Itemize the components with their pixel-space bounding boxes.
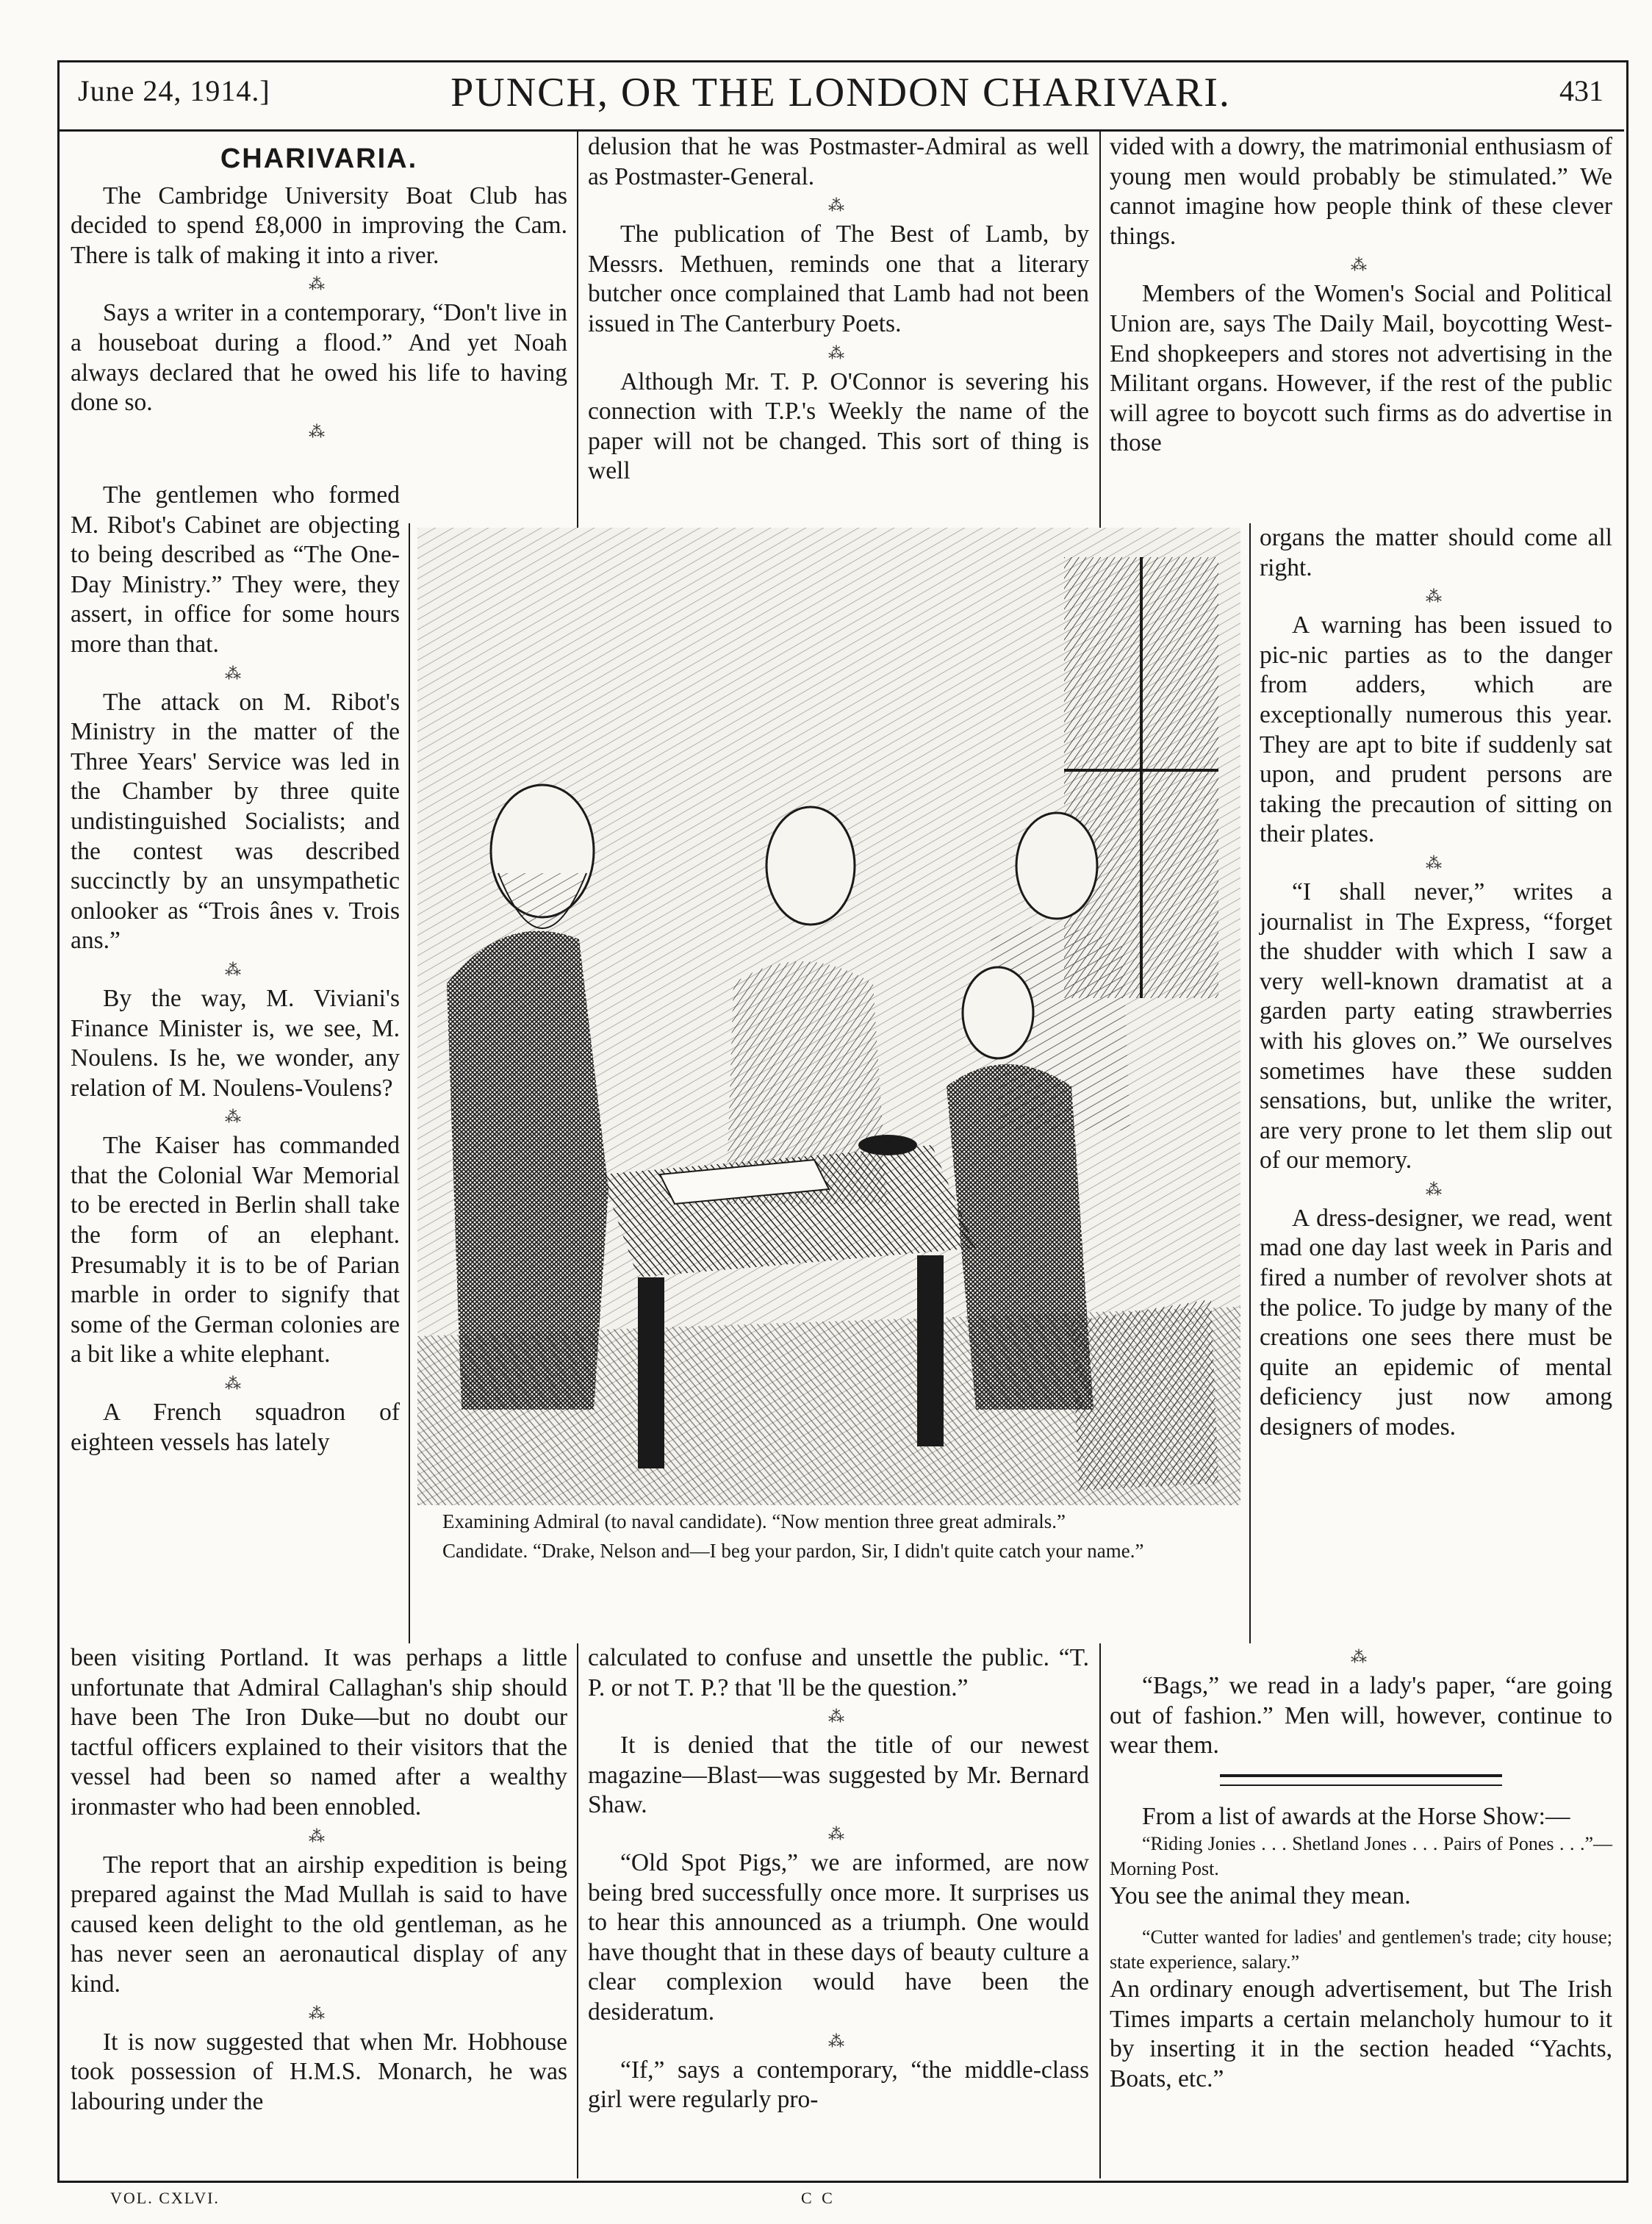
- signature-mark: C C: [801, 2189, 836, 2207]
- section-stars: ⁂: [828, 196, 849, 215]
- paragraph: “Old Spot Pigs,” we are informed, are now being bred successfully once more. It surprises us to hear this announced as a triumph. One would have thought that in these days of beauty culture a clear complexion would have been the desideratum.: [588, 1848, 1089, 2026]
- section-stars: ⁂: [309, 1826, 329, 1845]
- section-stars: ⁂: [1426, 587, 1446, 606]
- paragraph: A French squadron of eighteen vessels has lately: [71, 1399, 400, 1456]
- boy-head: [963, 967, 1033, 1058]
- paragraph: “I shall never,” writes a journalist in The Express, “forget the shudder with which I saw a very well-known dramatist at a garden party eating strawberries with his gloves on.” We ourselves sometimes have these sudden sensations, but, unlike the writer, are very prone to let them slip out of our memory.: [1260, 878, 1612, 1174]
- chair: [1071, 1299, 1218, 1491]
- paragraph: It is now suggested that when Mr. Hobhouse took possession of H.M.S. Monarch, he was labouring under the: [71, 2028, 567, 2115]
- caption-line-2: Candidate. “Drake, Nelson and—I beg your pardon, Sir, I didn't quite catch your name.”: [442, 1540, 1144, 1562]
- paragraph: A warning has been issued to pic-nic parties as to the danger from adders, which are exceptionally numerous this year. They are apt to bite if suddenly sat upon, and prudent persons are taking the precaution of sitting on their plates.: [1260, 611, 1612, 848]
- section-stars: ⁂: [1426, 1180, 1446, 1199]
- column-3-narrow: [1260, 523, 1612, 1443]
- section-stars: ⁂: [1426, 853, 1446, 872]
- paragraph: The gentlemen who formed M. Ribot's Cabinet are objecting to being described as “The One-Day Ministry.” They were, they assert, in office for some hours more than that.: [71, 481, 400, 658]
- paragraph: The attack on M. Ribot's Ministry in the matter of the Three Years' Service was led in the Chamber by three quite undistinguished Socialists; and the contest was described succinctly by an unsympathetic onlooker as “Trois ânes v. Trois ans.”: [71, 688, 400, 955]
- paragraph: Says a writer in a contemporary, “Don't live in a houseboat during a flood.” And yet Noah always declared that he owed his life to having done so.: [71, 299, 567, 417]
- section-stars: ⁂: [225, 960, 245, 979]
- cartoon-illustration: [417, 528, 1240, 1505]
- issue-date: June 24, 1914.]: [78, 74, 270, 107]
- paragraph: The Kaiser has commanded that the Colonial War Memorial to be erected in Berlin shall take the form of an elephant. Presumably it is to be of Parian marble in order to signify that some of the German colonies are a bit like a white elephant.: [71, 1132, 400, 1369]
- section-stars: ⁂: [309, 422, 329, 441]
- admiral-coat: [447, 931, 608, 1410]
- section-stars: ⁂: [225, 1108, 245, 1127]
- paragraph: been visiting Portland. It was perhaps a little unfortunate that Admiral Callaghan's ship should have been The Iron Duke—but no doubt our tactful officers explained to their visitors that the vessel had been so named after a wealthy ironmaster who had been ennobled.: [71, 1644, 567, 1821]
- section-stars: ⁂: [828, 343, 849, 362]
- paragraph: vided with a dowry, the matrimonial enthusiasm of young men would probably be stimulated.” We cannot imagine how people think of these clever things.: [1110, 133, 1612, 250]
- paragraph: calculated to confuse and unsettle the public. “T. P. or not T. P.? that 'll be the question.”: [588, 1644, 1089, 1701]
- paragraph: An ordinary enough advertisement, but The Irish Times imparts a certain melancholy humour to it by inserting it in the section headed “Yachts, Boats, etc.”: [1110, 1975, 1612, 2092]
- cartoon-caption: [419, 1508, 1236, 1567]
- section-stars: ⁂: [309, 2004, 329, 2023]
- volume-label: VOL. CXLVI.: [110, 2189, 220, 2207]
- caption-line-1: Examining Admiral (to naval candidate). “Now mention three great admirals.”: [442, 1510, 1066, 1532]
- column-1-top: [71, 137, 567, 446]
- section-heading: CHARIVARIA.: [220, 143, 418, 174]
- paragraph: The publication of The Best of Lamb, by Messrs. Methuen, reminds one that a literary butcher once complained that Lamb had not been issued in The Canterbury Poets.: [588, 220, 1089, 337]
- column-rule-1-top: [577, 131, 578, 528]
- paragraph: By the way, M. Viviani's Finance Minister is, we see, M. Noulens. Is he, we wonder, any relation of M. Noulens-Voulens?: [71, 984, 400, 1102]
- paragraph: organs the matter should come all right.: [1260, 524, 1612, 581]
- section-stars: ⁂: [1351, 1648, 1371, 1666]
- section-stars: ⁂: [828, 1824, 849, 1843]
- paragraph: You see the animal they mean.: [1110, 1882, 1411, 1910]
- paragraph: From a list of awards at the Horse Show:—: [1142, 1802, 1570, 1830]
- officer-head: [1016, 813, 1097, 919]
- section-stars: ⁂: [828, 2031, 849, 2051]
- column-rule-2-side: [1249, 523, 1251, 1643]
- column-rule-1-side: [409, 523, 410, 1643]
- page-number: 431: [1559, 74, 1603, 107]
- quoted-text: “Cutter wanted for ladies' and gentlemen's trade; city house; state experience, salary.”: [1110, 1926, 1612, 1973]
- section-stars: ⁂: [828, 1707, 849, 1726]
- standing-man-head: [766, 807, 855, 925]
- cartoon-drawing: [417, 528, 1240, 1505]
- page-header: [57, 60, 1624, 132]
- paragraph: A dress-designer, we read, went mad one day last week in Paris and fired a number of revolver shots at the police. To judge by many of the creations one sees there must be quite an epidemic of mental deficiency just now among designers of modes.: [1260, 1204, 1612, 1441]
- column-2-bottom: [588, 1643, 1089, 2115]
- section-stars: ⁂: [225, 664, 245, 683]
- column-rule-2-top: [1099, 131, 1101, 528]
- paragraph: The Cambridge University Boat Club has decided to spend £8,000 in improving the Cam. There is talk of making it into a river.: [71, 182, 567, 269]
- section-stars: ⁂: [225, 1374, 245, 1393]
- paragraph: delusion that he was Postmaster-Admiral as well as Postmaster-General.: [588, 133, 1089, 190]
- column-3-top: [1110, 132, 1612, 459]
- table-leg: [917, 1255, 944, 1446]
- paragraph: The report that an airship expedition is being prepared against the Mad Mullah is said to have caused keen delight to the old gentleman, as he has never seen an aeronautical display of any kind.: [71, 1851, 567, 1998]
- column-1-bottom: [71, 1643, 567, 2117]
- column-3-bottom: [1110, 1643, 1612, 2094]
- publication-title: PUNCH, OR THE LONDON CHARIVARI.: [450, 70, 1231, 115]
- paragraph: “Bags,” we read in a lady's paper, “are going out of fashion.” Men will, however, continue to wear them.: [1110, 1672, 1612, 1760]
- column-2-top: [588, 132, 1089, 487]
- inkstand: [858, 1135, 917, 1155]
- column-rule-2-bottom: [1099, 1643, 1101, 2178]
- paragraph: “If,” says a contemporary, “the middle-class girl were regularly pro-: [588, 2056, 1089, 2114]
- paragraph: Although Mr. T. P. O'Connor is severing his connection with T.P.'s Weekly the name of the paper will not be changed. This sort of thing is well: [588, 367, 1089, 485]
- section-divider: [1220, 1774, 1501, 1786]
- column-1-narrow: [71, 481, 400, 1457]
- table-leg: [638, 1277, 664, 1468]
- quoted-text: “Riding Jonies . . . Shetland Jones . . . Pairs of Pones . . .”—Morning Post.: [1110, 1833, 1612, 1880]
- column-rule-1-bottom: [577, 1643, 578, 2178]
- section-stars: ⁂: [1351, 256, 1371, 275]
- paragraph: Members of the Women's Social and Political Union are, says The Daily Mail, boycotting West-End shopkeepers and stores not advertising in the Militant organs. However, if the rest of the public will agree to boycott such firms as do advertise in those: [1110, 280, 1612, 457]
- section-stars: ⁂: [309, 275, 329, 294]
- paragraph: It is denied that the title of our newest magazine—Blast—was suggested by Mr. Bernard Shaw.: [588, 1732, 1089, 1819]
